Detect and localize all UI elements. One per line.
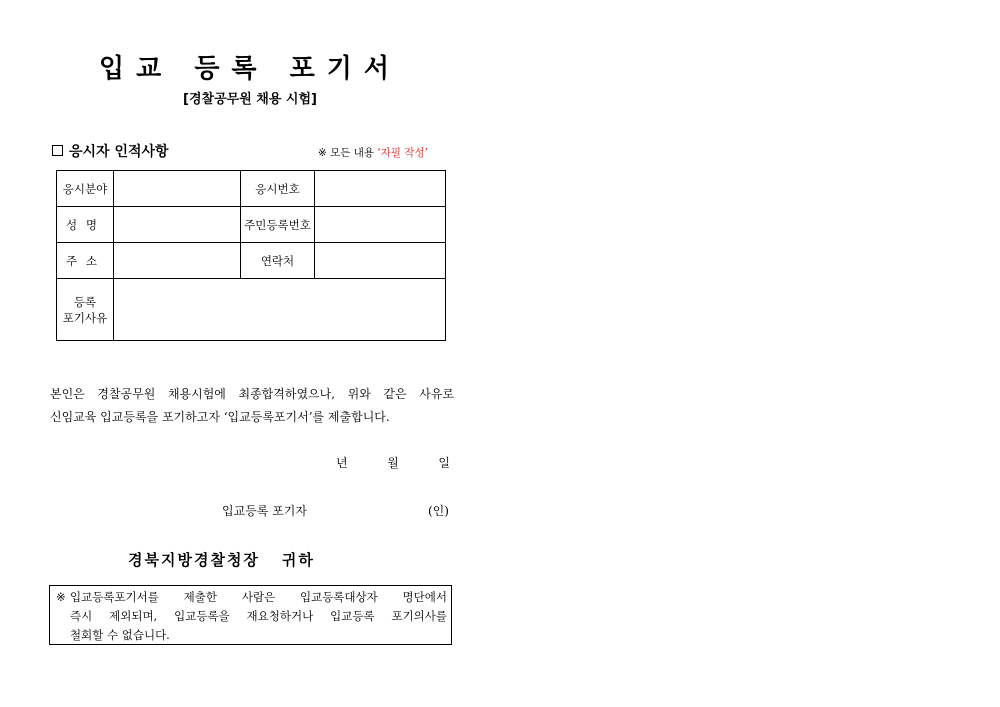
addressee-name: 경북지방경찰청장 — [128, 551, 260, 569]
section-heading-label: 응시자 인적사항 — [69, 144, 169, 160]
date-year-label[interactable]: 년 — [336, 456, 348, 470]
field-label-resident-number: 주민등록번호 — [241, 207, 315, 243]
notice-line: 철회할 수 없습니다. — [70, 628, 170, 642]
document-subtitle: [경찰공무원 채용 시험] — [183, 92, 317, 107]
field-label-exam-number: 응시번호 — [241, 171, 315, 207]
date-line — [336, 454, 450, 471]
label-char: 소 — [85, 253, 97, 268]
label-line: 등록 — [73, 294, 97, 309]
notice-line: 입교등록포기서를 제출한 사람은 입교등록대상자 명단에서 — [70, 590, 447, 604]
label-char: 명 — [85, 217, 97, 232]
handwriting-note — [318, 145, 428, 160]
date-day-label[interactable]: 일 — [438, 456, 450, 470]
label-char: 주 — [66, 253, 78, 268]
signer-label: 입교등록 포기자 — [222, 504, 307, 518]
field-input-contact[interactable] — [315, 243, 446, 279]
statement-paragraph — [50, 383, 454, 429]
label-line: 포기사유 — [62, 310, 108, 325]
statement-line: 신임교육 입교등록을 포기하고자 ‘입교등록포기서’를 제출합니다. — [50, 410, 390, 424]
applicant-info-table — [56, 170, 446, 341]
addressee-suffix: 귀하 — [281, 551, 315, 569]
field-input-exam-field[interactable] — [114, 171, 241, 207]
field-input-address[interactable] — [114, 243, 241, 279]
table-row — [57, 171, 446, 207]
date-month-label[interactable]: 월 — [387, 456, 399, 470]
addressee — [128, 549, 315, 570]
table-row — [57, 279, 446, 341]
section-heading — [52, 141, 169, 161]
field-input-resident-number[interactable] — [315, 207, 446, 243]
field-input-exam-number[interactable] — [315, 171, 446, 207]
field-label-name — [57, 207, 114, 243]
label-char: 성 — [66, 217, 78, 232]
table-row — [57, 207, 446, 243]
note-emphasis: ‘자필 작성’ — [377, 147, 428, 159]
field-label-withdrawal-reason — [57, 279, 114, 341]
field-input-name[interactable] — [114, 207, 241, 243]
note-prefix: ※ 모든 내용 — [318, 147, 378, 159]
field-label-contact: 연락처 — [241, 243, 315, 279]
reference-mark-icon: ※ — [56, 590, 66, 604]
field-label-address — [57, 243, 114, 279]
checkbox-square-icon — [52, 145, 63, 156]
notice-box — [49, 585, 452, 645]
seal-mark[interactable]: (인) — [428, 504, 449, 518]
document-title: 입교 등록 포기서 — [99, 54, 401, 84]
table-row — [57, 243, 446, 279]
notice-line: 즉시 제외되며, 입교등록을 재요청하거나 입교등록 포기의사를 — [70, 609, 447, 623]
statement-line: 본인은 경찰공무원 채용시험에 최종합격하였으나, 위와 같은 사유로 — [50, 387, 454, 401]
field-input-withdrawal-reason[interactable] — [114, 279, 446, 341]
field-label-exam-field: 응시분야 — [57, 171, 114, 207]
